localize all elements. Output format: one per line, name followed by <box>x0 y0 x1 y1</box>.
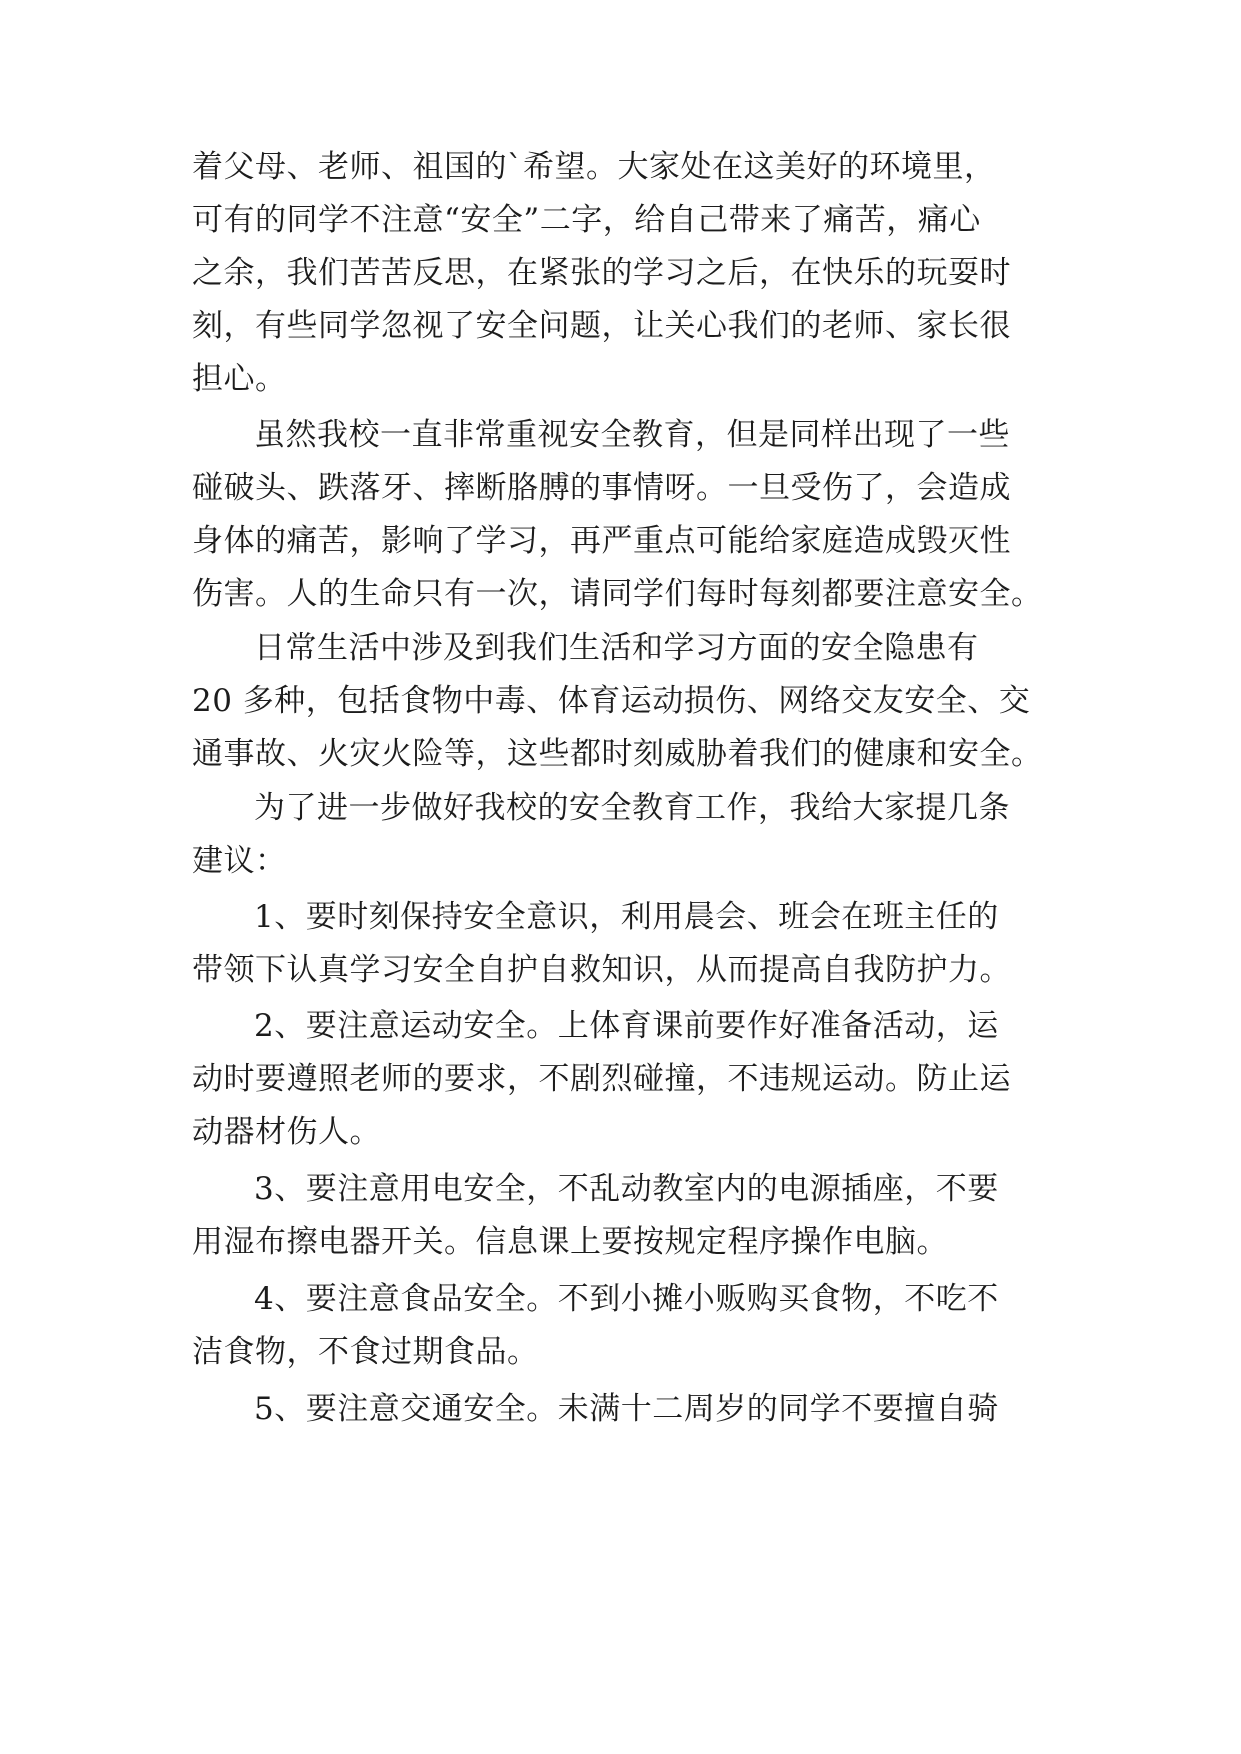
text-line: 洁食物，不食过期食品。 <box>192 1334 539 1370</box>
text-line: 5、要注意交通安全。未满十二周岁的同学不要擅自骑 <box>254 1391 999 1427</box>
text-line: 动器材伤人。 <box>192 1114 381 1150</box>
text-line: 刻，有些同学忽视了安全问题，让关心我们的老师、家长很 <box>192 308 1011 344</box>
text-line: 3、要注意用电安全，不乱动教室内的电源插座，不要 <box>254 1171 999 1207</box>
text-line: 伤害。人的生命只有一次，请同学们每时每刻都要注意安全。 <box>192 576 1043 612</box>
text-line: 2、要注意运动安全。上体育课前要作好准备活动，运 <box>254 1008 999 1044</box>
text-line: 带领下认真学习安全自护自救知识，从而提高自我防护力。 <box>192 952 1011 988</box>
text-line: 日常生活中涉及到我们生活和学习方面的安全隐患有 <box>254 630 979 666</box>
text-line: 碰破头、跌落牙、摔断胳膊的事情呀。一旦受伤了，会造成 <box>192 470 1011 506</box>
text-line: 之余，我们苦苦反思，在紧张的学习之后，在快乐的玩耍时 <box>192 255 1011 291</box>
text-line: 担心。 <box>192 361 287 397</box>
text-line: 动时要遵照老师的要求，不剧烈碰撞，不违规运动。防止运 <box>192 1061 1011 1097</box>
text-line: 通事故、火灾火险等，这些都时刻威胁着我们的健康和安全。 <box>192 736 1043 772</box>
text-line: 4、要注意食品安全。不到小摊小贩购买食物，不吃不 <box>254 1281 999 1317</box>
text-line: 着父母、老师、祖国的`希望。大家处在这美好的环境里， <box>192 149 996 185</box>
text-line: 可有的同学不注意“安全”二字，给自己带来了痛苦，痛心 <box>192 202 981 238</box>
text-line: 1、要时刻保持安全意识，利用晨会、班会在班主任的 <box>254 899 999 935</box>
text-line: 20 多种，包括食物中毒、体育运动损伤、网络交友安全、交 <box>192 683 1031 719</box>
text-line: 建议： <box>192 843 287 879</box>
text-line: 身体的痛苦，影响了学习，再严重点可能给家庭造成毁灭性 <box>192 523 1011 559</box>
text-line: 虽然我校一直非常重视安全教育，但是同样出现了一些 <box>254 417 1010 453</box>
text-line: 为了进一步做好我校的安全教育工作，我给大家提几条 <box>254 790 1010 826</box>
text-line: 用湿布擦电器开关。信息课上要按规定程序操作电脑。 <box>192 1224 948 1260</box>
